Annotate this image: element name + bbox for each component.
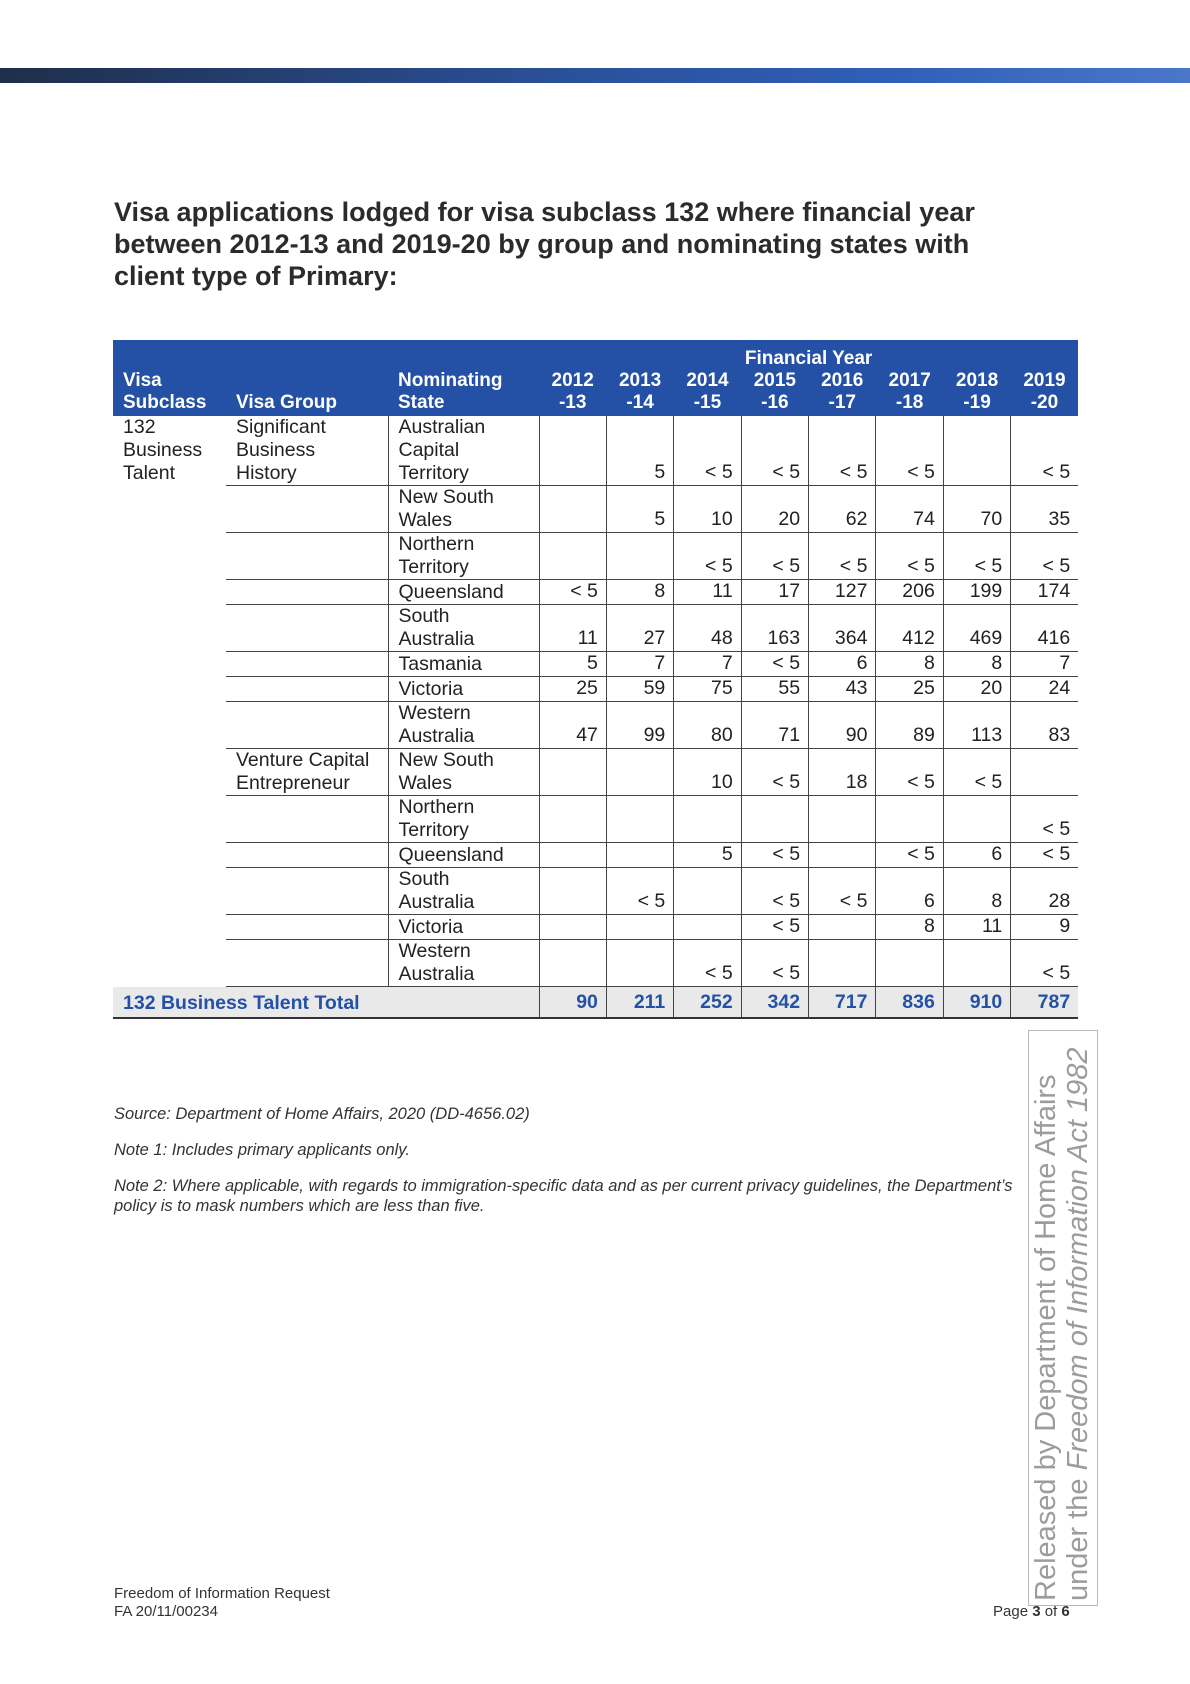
visa-group-header: Visa Group	[226, 370, 388, 416]
value-cell: 59	[606, 677, 673, 702]
value-cell: 27	[606, 605, 673, 652]
value-cell: 74	[876, 486, 943, 533]
value-cell: 80	[674, 702, 741, 749]
value-cell: 48	[674, 605, 741, 652]
visa-subclass-line: 132	[123, 416, 156, 438]
value-cell	[606, 796, 673, 843]
value-cell: < 5	[741, 416, 808, 486]
stamp-line-1: Released by Department of Home Affairs	[1030, 1074, 1062, 1601]
value-cell: < 5	[876, 749, 943, 796]
table-row	[113, 915, 1078, 940]
table-row	[113, 486, 1078, 533]
nominating-state-header	[388, 370, 539, 416]
table-row	[113, 580, 1078, 605]
nominating-state-cell	[388, 940, 539, 987]
total-value-cell: 90	[539, 987, 606, 1019]
value-cell: < 5	[1011, 940, 1078, 987]
year-header	[674, 370, 741, 416]
nominating-state-cell	[388, 915, 539, 940]
footer-line-1: Freedom of Information Request	[114, 1585, 330, 1602]
value-cell: 75	[674, 677, 741, 702]
nominating-state-cell	[388, 486, 539, 533]
value-cell: 8	[943, 868, 1010, 915]
value-cell: 174	[1011, 580, 1078, 605]
value-cell: < 5	[876, 843, 943, 868]
value-cell: < 5	[674, 416, 741, 486]
value-cell: < 5	[809, 416, 876, 486]
note-2: Note 2: Where applicable, with regards to immigration-specific data and as per current privacy guidelines, the Department’s policy is to mask numbers which are less than five.	[114, 1177, 1013, 1215]
nominating-state-line: Tasmania	[398, 653, 482, 675]
visa-subclass-header-line: Subclass	[123, 392, 207, 413]
table-row	[113, 605, 1078, 652]
value-cell	[539, 796, 606, 843]
data-table-wrapper	[113, 340, 1078, 1019]
table-row	[113, 796, 1078, 843]
value-cell: < 5	[741, 915, 808, 940]
value-cell: 163	[741, 605, 808, 652]
nominating-state-line: South	[398, 868, 450, 890]
value-cell: < 5	[876, 533, 943, 580]
value-cell: 90	[809, 702, 876, 749]
year-header-line: 2012	[551, 370, 594, 391]
value-cell: 113	[943, 702, 1010, 749]
nominating-state-cell	[388, 796, 539, 843]
note-1: Note 1: Includes primary applicants only.	[114, 1141, 410, 1159]
value-cell: < 5	[741, 749, 808, 796]
total-value-cell: 717	[809, 987, 876, 1019]
value-cell	[606, 915, 673, 940]
table-row	[113, 677, 1078, 702]
value-cell: < 5	[809, 868, 876, 915]
visa-group-cell	[226, 533, 388, 580]
stamp-line-2	[1062, 1031, 1094, 1601]
document-title: Visa applications lodged for visa subclass 132 where financial year between 2012-13 and 2019-20 by group and nominating states with client type of Primary:	[114, 197, 975, 291]
nominating-state-header-line: State	[398, 392, 445, 413]
value-cell: < 5	[741, 652, 808, 677]
value-cell: 469	[943, 605, 1010, 652]
nominating-state-cell	[388, 843, 539, 868]
value-cell: < 5	[1011, 796, 1078, 843]
table-row	[113, 652, 1078, 677]
value-cell: 7	[1011, 652, 1078, 677]
value-cell	[876, 796, 943, 843]
page-current: 3	[1032, 1603, 1041, 1620]
value-cell	[539, 868, 606, 915]
total-value-cell: 252	[674, 987, 741, 1019]
visa-subclass-header-line: Visa	[123, 370, 162, 391]
visa-subclass-cell	[113, 416, 226, 987]
table-row	[113, 749, 1078, 796]
year-header-line: -15	[693, 392, 722, 413]
value-cell: 5	[606, 416, 673, 486]
year-header-line: -18	[895, 392, 924, 413]
value-cell	[1011, 749, 1078, 796]
value-cell	[674, 796, 741, 843]
value-cell: < 5	[876, 416, 943, 486]
value-cell	[809, 915, 876, 940]
visa-group-cell	[226, 580, 388, 605]
value-cell: < 5	[809, 533, 876, 580]
year-header-line: 2018	[955, 370, 999, 391]
visa-subclass-line: Talent	[123, 462, 176, 484]
footer-line-2: FA 20/11/00234	[114, 1603, 218, 1620]
value-cell: 20	[943, 677, 1010, 702]
nominating-state-line: Australia	[398, 963, 475, 985]
data-table	[113, 340, 1078, 1019]
value-cell	[809, 843, 876, 868]
nominating-state-line: New South	[398, 749, 494, 771]
value-cell: < 5	[741, 843, 808, 868]
table-row	[113, 843, 1078, 868]
value-cell: 55	[741, 677, 808, 702]
value-cell: < 5	[674, 940, 741, 987]
value-cell: 71	[741, 702, 808, 749]
nominating-state-line: Australia	[398, 628, 475, 650]
value-cell: 8	[876, 652, 943, 677]
value-cell	[674, 915, 741, 940]
year-header	[943, 370, 1010, 416]
value-cell: 89	[876, 702, 943, 749]
total-label: 132 Business Talent Total	[113, 987, 539, 1019]
visa-group-cell	[226, 940, 388, 987]
value-cell: 364	[809, 605, 876, 652]
total-value-cell: 787	[1011, 987, 1078, 1019]
nominating-state-cell	[388, 749, 539, 796]
total-value-cell: 910	[943, 987, 1010, 1019]
table-row	[113, 416, 1078, 486]
visa-group-cell	[226, 915, 388, 940]
nominating-state-line: Capital	[398, 439, 460, 461]
table-row	[113, 940, 1078, 987]
year-header-line: 2017	[888, 370, 931, 391]
value-cell: < 5	[539, 580, 606, 605]
table-row	[113, 868, 1078, 915]
year-header-line: 2019	[1023, 370, 1066, 391]
nominating-state-line: Queensland	[398, 581, 504, 603]
nominating-state-cell	[388, 652, 539, 677]
value-cell: 17	[741, 580, 808, 605]
total-value-cell: 342	[741, 987, 808, 1019]
value-cell	[606, 749, 673, 796]
year-header-line: 2013	[618, 370, 662, 391]
value-cell	[943, 416, 1010, 486]
release-stamp	[1028, 1030, 1098, 1606]
value-cell: 99	[606, 702, 673, 749]
year-header-line: -14	[626, 392, 654, 413]
value-cell: 8	[876, 915, 943, 940]
year-header	[606, 370, 673, 416]
notes	[114, 1104, 1014, 1232]
year-header	[809, 370, 876, 416]
visa-group-cell	[226, 749, 388, 796]
value-cell: 416	[1011, 605, 1078, 652]
nominating-state-line: Australian	[398, 416, 486, 438]
value-cell: < 5	[1011, 416, 1078, 486]
total-value-cell: 836	[876, 987, 943, 1019]
value-cell: 20	[741, 486, 808, 533]
stamp-line-2-act: Freedom of Information Act 1982	[1062, 1047, 1094, 1471]
page-total: 6	[1061, 1603, 1070, 1620]
year-header-line: 2014	[686, 370, 729, 391]
nominating-state-line: Victoria	[398, 678, 464, 700]
nominating-state-line: New South	[398, 486, 494, 508]
value-cell: 412	[876, 605, 943, 652]
value-cell: 25	[876, 677, 943, 702]
nominating-state-cell	[388, 533, 539, 580]
value-cell: 28	[1011, 868, 1078, 915]
nominating-state-line: Territory	[398, 462, 469, 484]
value-cell: 6	[876, 868, 943, 915]
value-cell: 18	[809, 749, 876, 796]
source-note: Source: Department of Home Affairs, 2020 (DD-4656.02)	[114, 1105, 530, 1123]
value-cell: 10	[674, 486, 741, 533]
nominating-state-cell	[388, 416, 539, 486]
total-row	[113, 987, 1078, 1019]
value-cell	[539, 416, 606, 486]
value-cell: 24	[1011, 677, 1078, 702]
visa-group-cell	[226, 843, 388, 868]
value-cell: 5	[674, 843, 741, 868]
value-cell: < 5	[606, 868, 673, 915]
table-body	[113, 416, 1078, 1018]
nominating-state-cell	[388, 868, 539, 915]
financial-year-header: Financial Year	[539, 340, 1078, 370]
table-row	[113, 533, 1078, 580]
nominating-state-line: Western	[398, 940, 471, 962]
year-header-line: -19	[963, 392, 991, 413]
value-cell: 43	[809, 677, 876, 702]
value-cell: 206	[876, 580, 943, 605]
year-header	[741, 370, 808, 416]
nominating-state-line: Wales	[398, 509, 452, 531]
value-cell	[606, 940, 673, 987]
nominating-state-line: South	[398, 605, 450, 627]
visa-group-cell	[226, 796, 388, 843]
visa-group-cell	[226, 868, 388, 915]
footer-reference	[114, 1585, 330, 1621]
visa-group-line: Entrepreneur	[236, 772, 350, 794]
value-cell	[539, 533, 606, 580]
value-cell: < 5	[943, 533, 1010, 580]
header-blank	[113, 340, 539, 370]
value-cell: 11	[539, 605, 606, 652]
value-cell: 47	[539, 702, 606, 749]
year-header-line: -13	[558, 392, 587, 413]
value-cell	[539, 915, 606, 940]
value-cell: 35	[1011, 486, 1078, 533]
value-cell: 127	[809, 580, 876, 605]
nominating-state-line: Western	[398, 702, 471, 724]
year-header-line: -16	[761, 392, 789, 413]
value-cell	[943, 940, 1010, 987]
page-mid: of	[1040, 1603, 1062, 1620]
year-header	[539, 370, 606, 416]
nominating-state-header-line: Nominating	[398, 370, 503, 391]
visa-group-cell	[226, 677, 388, 702]
nominating-state-line: Queensland	[398, 844, 504, 866]
visa-subclass-header	[113, 370, 226, 416]
value-cell	[606, 533, 673, 580]
nominating-state-line: Territory	[398, 556, 469, 578]
value-cell: 7	[606, 652, 673, 677]
value-cell: 11	[943, 915, 1010, 940]
value-cell	[606, 843, 673, 868]
nominating-state-line: Australia	[398, 725, 475, 747]
value-cell: 9	[1011, 915, 1078, 940]
value-cell: 5	[539, 652, 606, 677]
stamp-line-2-prefix: under the	[1062, 1470, 1094, 1601]
value-cell: 7	[674, 652, 741, 677]
value-cell: 6	[809, 652, 876, 677]
value-cell: 8	[943, 652, 1010, 677]
value-cell	[539, 486, 606, 533]
value-cell: < 5	[741, 533, 808, 580]
value-cell: < 5	[741, 940, 808, 987]
visa-group-cell	[226, 486, 388, 533]
value-cell	[809, 796, 876, 843]
nominating-state-line: Wales	[398, 772, 452, 794]
value-cell: 62	[809, 486, 876, 533]
release-stamp-text	[1030, 1031, 1098, 1605]
value-cell: 70	[943, 486, 1010, 533]
value-cell: 8	[606, 580, 673, 605]
visa-group-cell	[226, 652, 388, 677]
value-cell	[741, 796, 808, 843]
nominating-state-line: Australia	[398, 891, 475, 913]
value-cell	[809, 940, 876, 987]
value-cell	[674, 868, 741, 915]
nominating-state-line: Northern	[398, 533, 475, 555]
nominating-state-cell	[388, 580, 539, 605]
total-value-cell: 211	[606, 987, 673, 1019]
nominating-state-cell	[388, 677, 539, 702]
visa-group-cell	[226, 702, 388, 749]
year-header	[1011, 370, 1078, 416]
year-header-line: 2015	[753, 370, 796, 391]
visa-subclass-line: Business	[123, 439, 203, 461]
value-cell: 199	[943, 580, 1010, 605]
visa-group-cell	[226, 605, 388, 652]
value-cell	[943, 796, 1010, 843]
value-cell: < 5	[741, 868, 808, 915]
value-cell: 10	[674, 749, 741, 796]
header-bar	[0, 68, 1190, 83]
value-cell: 5	[606, 486, 673, 533]
value-cell: 11	[674, 580, 741, 605]
nominating-state-cell	[388, 702, 539, 749]
value-cell	[539, 749, 606, 796]
year-header-line: -17	[828, 392, 856, 413]
value-cell	[876, 940, 943, 987]
value-cell	[539, 843, 606, 868]
table-row	[113, 702, 1078, 749]
value-cell	[539, 940, 606, 987]
visa-group-line: Business	[236, 439, 316, 461]
visa-group-line: Venture Capital	[236, 749, 370, 771]
year-header	[876, 370, 943, 416]
value-cell: 83	[1011, 702, 1078, 749]
visa-group-line: History	[236, 462, 297, 484]
nominating-state-line: Territory	[398, 819, 469, 841]
nominating-state-line: Northern	[398, 796, 475, 818]
value-cell: < 5	[943, 749, 1010, 796]
nominating-state-cell	[388, 605, 539, 652]
value-cell: < 5	[1011, 533, 1078, 580]
nominating-state-line: Victoria	[398, 916, 464, 938]
year-header-line: -20	[1030, 392, 1059, 413]
visa-group-line: Significant	[236, 416, 326, 438]
visa-group-cell	[226, 416, 388, 486]
year-header-line: 2016	[821, 370, 864, 391]
value-cell: 25	[539, 677, 606, 702]
value-cell: < 5	[1011, 843, 1078, 868]
value-cell: 6	[943, 843, 1010, 868]
page-prefix: Page	[993, 1603, 1033, 1620]
value-cell: < 5	[674, 533, 741, 580]
